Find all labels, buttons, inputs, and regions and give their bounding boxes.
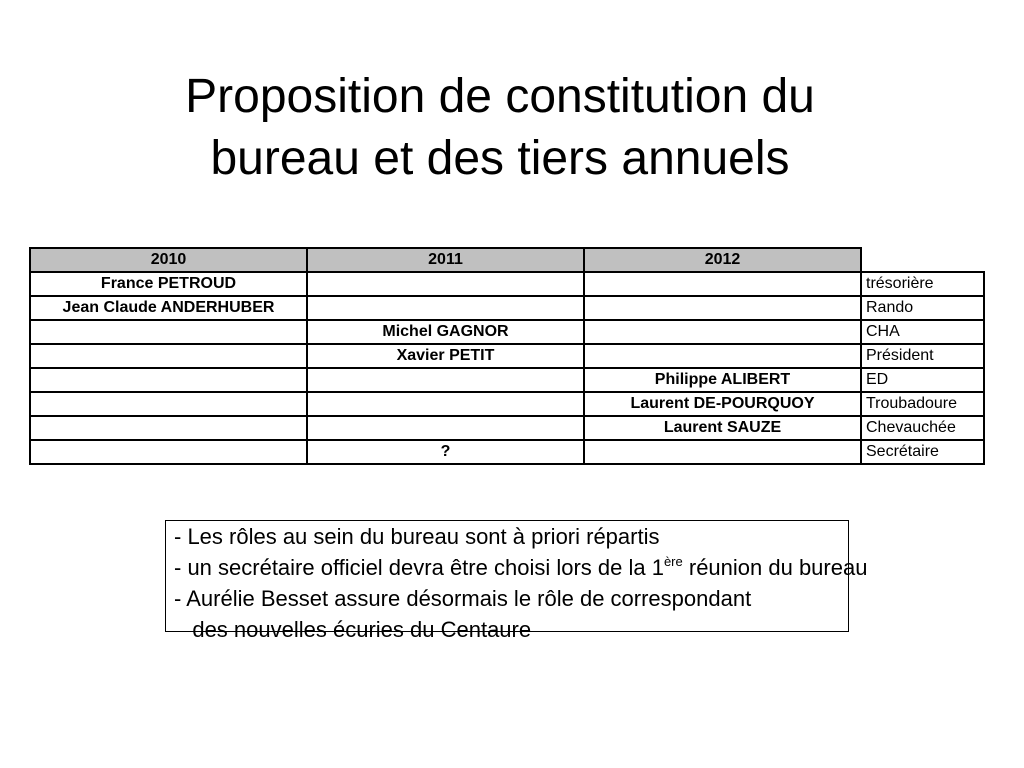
name-cell-2012: Laurent SAUZE <box>584 416 861 440</box>
header-2010: 2010 <box>30 248 307 272</box>
role-cell: Chevauchée <box>861 416 984 440</box>
note-line-2-superscript: ère <box>663 554 683 569</box>
name-cell-2011: Xavier PETIT <box>307 344 584 368</box>
name-cell-2011 <box>307 296 584 320</box>
name-cell-2011 <box>307 272 584 296</box>
name-cell-2010 <box>30 440 307 464</box>
role-cell: Secrétaire <box>861 440 984 464</box>
role-cell: ED <box>861 368 984 392</box>
note-line-1: - Les rôles au sein du bureau sont à priori répartis <box>174 524 660 549</box>
name-cell-2012: Laurent DE-POURQUOY <box>584 392 861 416</box>
name-cell-2010 <box>30 368 307 392</box>
table-header-row <box>30 248 984 272</box>
name-cell-2012 <box>584 272 861 296</box>
slide-title-line-1: Proposition de constitution du <box>185 70 815 123</box>
role-cell: Président <box>861 344 984 368</box>
role-cell: CHA <box>861 320 984 344</box>
name-cell-2012 <box>584 320 861 344</box>
name-cell-2010: Jean Claude ANDERHUBER <box>30 296 307 320</box>
note-line-2-end: réunion du bureau <box>682 555 868 580</box>
slide-title <box>0 66 1000 190</box>
table-row <box>30 392 984 416</box>
name-cell-2012 <box>584 296 861 320</box>
name-cell-2012 <box>584 440 861 464</box>
table-row <box>30 320 984 344</box>
note-line-3: - Aurélie Besset assure désormais le rôle de correspondant <box>174 586 752 611</box>
notes-box <box>165 520 868 642</box>
name-cell-2011 <box>307 416 584 440</box>
name-cell-2010 <box>30 416 307 440</box>
note-line-4: des nouvelles écuries du Centaure <box>174 617 532 642</box>
name-cell-2011: ? <box>307 440 584 464</box>
name-cell-2010 <box>30 320 307 344</box>
name-cell-2012 <box>584 344 861 368</box>
header-empty-cell <box>861 248 984 272</box>
bureau-table <box>29 247 985 465</box>
header-2011: 2011 <box>307 248 584 272</box>
name-cell-2010: France PETROUD <box>30 272 307 296</box>
header-2012: 2012 <box>584 248 861 272</box>
table-row <box>30 368 984 392</box>
name-cell-2011 <box>307 368 584 392</box>
table-row <box>30 296 984 320</box>
role-cell: trésorière <box>861 272 984 296</box>
note-line-2-text: - un secrétaire officiel devra être choisi lors de la 1 <box>174 555 664 580</box>
name-cell-2010 <box>30 392 307 416</box>
role-cell: Troubadoure <box>861 392 984 416</box>
table-row <box>30 440 984 464</box>
slide-title-line-2: bureau et des tiers annuels <box>210 132 790 185</box>
name-cell-2010 <box>30 344 307 368</box>
note-line-2 <box>174 552 867 583</box>
table-row <box>30 344 984 368</box>
role-cell: Rando <box>861 296 984 320</box>
name-cell-2011: Michel GAGNOR <box>307 320 584 344</box>
name-cell-2011 <box>307 392 584 416</box>
table-row <box>30 416 984 440</box>
table-row <box>30 272 984 296</box>
name-cell-2012: Philippe ALIBERT <box>584 368 861 392</box>
